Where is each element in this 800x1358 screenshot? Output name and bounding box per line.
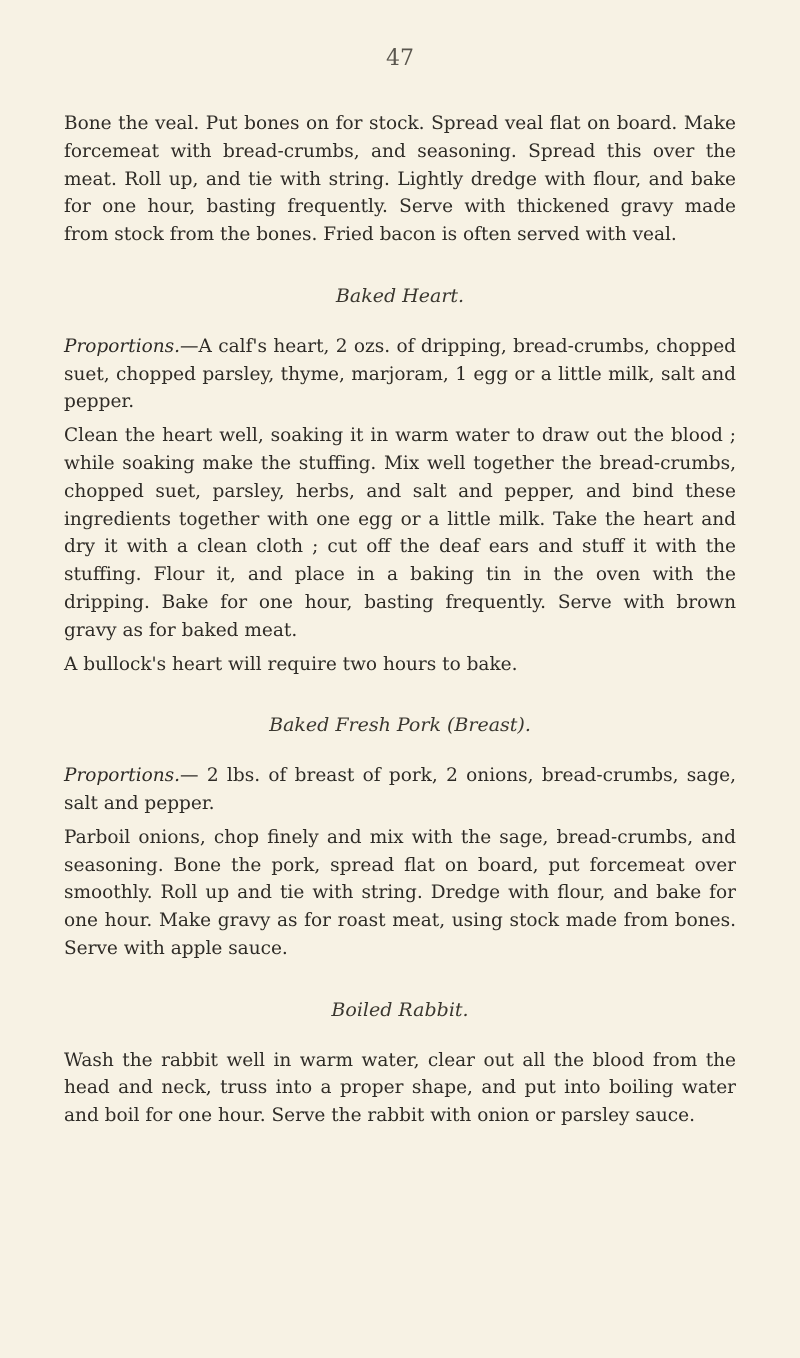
recipe-baked-fresh-pork xyxy=(64,712,736,962)
recipe-title: Baked Heart. xyxy=(335,284,465,307)
recipe-method: Clean the heart well, soaking it in warm water to draw out the blood ; while soaking make the stuffing. Mix well together the bread-crumbs, chopped suet, parsley, herbs, and salt and pepper, and bind these ingredients together with one egg or a little milk. Take the heart and dry it with a clean cloth ; cut off the deaf ears and stuff it with the stuffing. Flour it, and place in a baking tin in the oven with the dripping. Bake for one hour, basting frequently. Serve with brown gravy as for baked meat. xyxy=(64,425,736,641)
page-content xyxy=(64,110,736,1130)
recipe-method: Wash the rabbit well in warm water, clear out all the blood from the head and neck, truss into a proper shape, and put into boiling water and boil for one hour. Serve the rabbit with onion or parsley sauce. xyxy=(64,1049,736,1127)
recipe-boiled-rabbit xyxy=(64,997,736,1130)
proportions-separator: — xyxy=(180,765,207,787)
intro-paragraph: Bone the veal. Put bones on for stock. Spread veal flat on board. Make forcemeat with bread-crumbs, and seasoning. Spread this over the meat. Roll up, and tie with string. Lightly dredge with flour, and bake for one hour, basting frequently. Serve with thickened gravy made from stock from the bones. Fried bacon is often served with veal. xyxy=(64,113,736,246)
proportions-text: A calf's heart, 2 ozs. of dripping, bread-crumbs, chopped suet, chopped parsley, thyme, marjoram, 1 egg or a little milk, salt and pepper. xyxy=(64,335,736,413)
recipe-method: Parboil onions, chop finely and mix with the sage, bread-crumbs, and seasoning. Bone the pork, spread flat on board, put forcemeat over smoothly. Roll up and tie with string. Dredge with flour, and bake for one hour. Make gravy as for roast meat, using stock made from bones. Serve with apple sauce. xyxy=(64,826,736,959)
recipe-note: A bullock's heart will require two hours to bake. xyxy=(64,653,518,675)
proportions-label: Proportions. xyxy=(64,335,181,357)
recipe-title: Boiled Rabbit. xyxy=(331,998,469,1021)
recipe-proportions xyxy=(64,762,736,818)
page-number: 47 xyxy=(386,46,414,71)
proportions-text: 2 lbs. of breast of pork, 2 onions, bread-crumbs, sage, salt and pepper. xyxy=(64,765,736,814)
recipe-title: Baked Fresh Pork (Breast). xyxy=(269,714,531,737)
proportions-label: Proportions. xyxy=(64,765,181,787)
recipe-baked-heart xyxy=(64,283,736,678)
proportions-separator: — xyxy=(180,335,199,357)
recipe-proportions xyxy=(64,333,736,416)
